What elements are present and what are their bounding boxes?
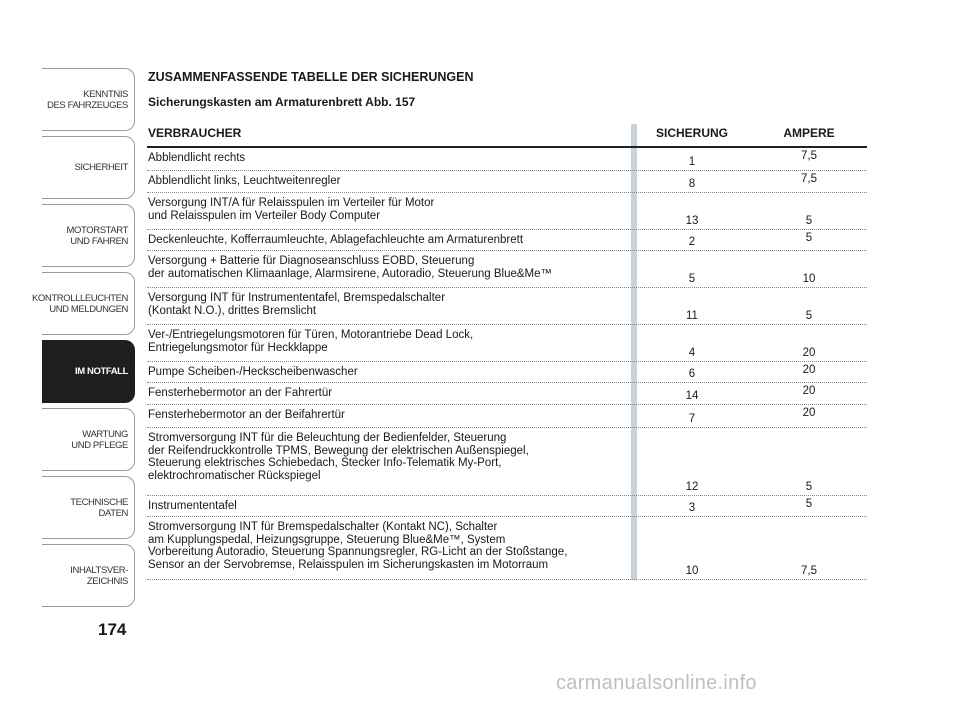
fuse-table <box>147 124 867 580</box>
table-row <box>147 230 867 251</box>
ampere-cell: 20 <box>802 407 816 419</box>
fuse-cell: 8 <box>688 178 696 190</box>
consumer-cell: Abblendlicht rechts <box>148 152 246 164</box>
consumer-cell: Ver-/Entriegelungsmotoren für Türen, Motorantriebe Dead Lock, Entriegelungsmotor für Heckklappe <box>148 329 474 354</box>
consumer-cell: Versorgung INT für Instrumententafel, Bremspedalschalter (Kontakt N.O.), drittes Bremslicht <box>148 292 446 317</box>
chapter-tab-4[interactable]: KONTROLLLEUCHTEN UND MELDUNGEN <box>42 272 135 335</box>
consumer-cell: Fensterhebermotor an der Fahrertür <box>148 387 333 399</box>
ampere-cell: 20 <box>802 364 816 376</box>
consumer-cell: Versorgung + Batterie für Diagnoseanschluss EOBD, Steuerung der automatischen Klimaanlage, Alarmsirene, Autoradio, Steuerung Blue&Me™ <box>148 255 553 280</box>
header-consumer: VERBRAUCHER <box>148 126 242 140</box>
table-row <box>147 517 867 580</box>
table-body <box>147 148 867 580</box>
ampere-cell: 7,5 <box>801 150 817 162</box>
consumer-cell: Instrumententafel <box>148 500 237 512</box>
table-row <box>147 325 867 362</box>
fuse-cell: 13 <box>685 215 699 227</box>
ampere-cell: 7,5 <box>801 173 817 185</box>
ampere-cell: 5 <box>805 310 813 322</box>
table-row <box>147 405 867 428</box>
ampere-cell: 5 <box>805 215 813 227</box>
ampere-cell: 20 <box>802 385 816 397</box>
fuse-cell: 6 <box>688 368 696 380</box>
ampere-cell: 7,5 <box>801 565 817 577</box>
chapter-tab-8[interactable]: INHALTSVER- ZEICHNIS <box>42 544 135 607</box>
table-row <box>147 383 867 405</box>
fuse-cell: 11 <box>686 310 698 322</box>
fuse-cell: 4 <box>688 347 696 359</box>
chapter-tab-7[interactable]: TECHNISCHE DATEN <box>42 476 135 539</box>
consumer-cell: Stromversorgung INT für die Beleuchtung der Bedienfelder, Steuerung der Reifendruckkontrolle TPMS, Bewegung der elektrischen Außenspiegel, Steuerung elektrisches Schiebedach, Stecker Info-Telematik My-Port, elektrochromatischer Rückspiegel <box>148 432 529 482</box>
section-subtitle: Sicherungskasten am Armaturenbrett Abb. 157 <box>148 95 416 109</box>
fuse-cell: 1 <box>688 156 696 168</box>
consumer-cell: Fensterhebermotor an der Beifahrertür <box>148 409 345 421</box>
page-number: 174 <box>98 620 127 639</box>
watermark: carmanualsonline.info <box>556 672 757 694</box>
ampere-cell: 10 <box>802 273 816 285</box>
table-row <box>147 171 867 193</box>
ampere-cell: 5 <box>805 498 813 510</box>
fuse-cell: 7 <box>688 413 696 425</box>
fuse-cell: 5 <box>688 273 696 285</box>
fuse-cell: 10 <box>685 565 699 577</box>
page-title: ZUSAMMENFASSENDE TABELLE DER SICHERUNGEN <box>148 70 474 84</box>
chapter-tab-3[interactable]: MOTORSTART UND FAHREN <box>42 204 135 267</box>
table-row <box>147 193 867 230</box>
chapter-tab-1[interactable]: KENNTNIS DES FAHRZEUGES <box>42 68 135 131</box>
ampere-cell: 20 <box>802 347 816 359</box>
ampere-cell: 5 <box>805 481 813 493</box>
fuse-cell: 14 <box>685 390 699 402</box>
fuse-cell: 2 <box>688 236 696 248</box>
table-row <box>147 428 867 496</box>
header-ampere: AMPERE <box>783 126 835 140</box>
chapter-tab-6[interactable]: WARTUNG UND PFLEGE <box>42 408 135 471</box>
chapter-tab-2[interactable]: SICHERHEIT <box>42 136 135 199</box>
consumer-cell: Versorgung INT/A für Relaisspulen im Verteiler für Motor und Relaisspulen im Verteiler Body Computer <box>148 197 435 222</box>
table-row <box>147 148 867 171</box>
consumer-cell: Abblendlicht links, Leuchtweitenregler <box>148 175 341 187</box>
fuse-cell: 3 <box>688 502 696 514</box>
table-row <box>147 496 867 517</box>
chapter-tabs <box>31 68 135 612</box>
ampere-cell: 5 <box>805 232 813 244</box>
fuse-cell: 12 <box>685 481 699 493</box>
table-row <box>147 251 867 288</box>
table-header <box>147 124 867 148</box>
header-fuse: SICHERUNG <box>655 126 728 140</box>
chapter-tab-5[interactable]: IM NOTFALL <box>42 340 135 403</box>
table-row <box>147 362 867 383</box>
table-row <box>147 288 867 325</box>
consumer-cell: Deckenleuchte, Kofferraumleuchte, Ablagefachleuchte am Armaturenbrett <box>148 234 524 246</box>
consumer-cell: Stromversorgung INT für Bremspedalschalter (Kontakt NC), Schalter am Kupplungspedal, Heizungsgruppe, Steuerung Blue&Me™, System Vorbereitung Autoradio, Steuerung Spannungsregler, RG-Licht an der Stoßstange, Sensor an der Servobremse, Relaisspulen im Sicherungskasten im Motorraum <box>148 521 568 571</box>
consumer-cell: Pumpe Scheiben-/Heckscheibenwascher <box>148 366 358 378</box>
